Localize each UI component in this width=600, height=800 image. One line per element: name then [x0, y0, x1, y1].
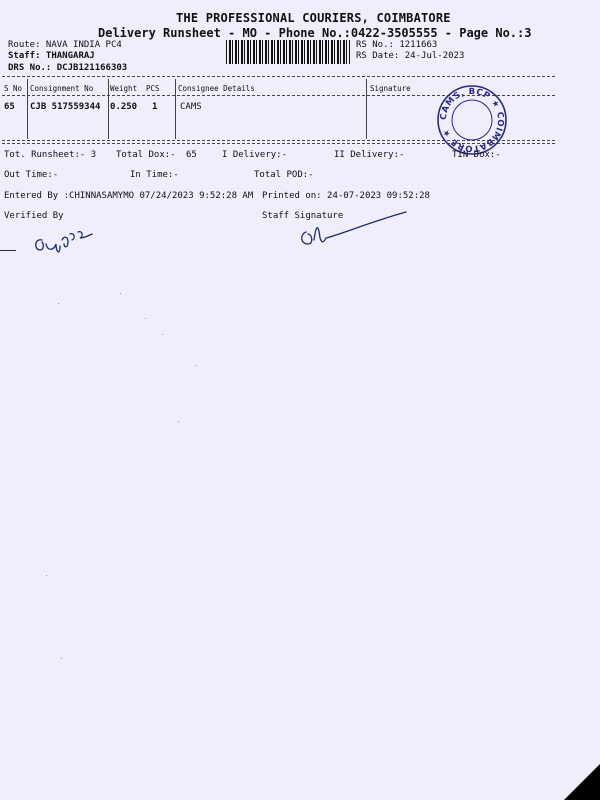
- col-header-weight: Weight: [110, 84, 138, 93]
- total-runsheet: Tot. Runsheet:- 3: [4, 150, 97, 160]
- company-title: THE PROFESSIONAL COURIERS, COIMBATORE: [176, 11, 451, 25]
- row-consignee: CAMS: [180, 102, 202, 112]
- row-sno: 65: [4, 102, 15, 112]
- barcode: [226, 40, 350, 64]
- rs-number: RS No.: 1211663: [356, 40, 438, 50]
- row-consignment: CJB 517559344: [30, 102, 101, 112]
- company-stamp: [436, 84, 508, 156]
- table-col-divider: [27, 79, 28, 139]
- staff-signature-label: Staff Signature: [262, 211, 344, 221]
- tin-dox: TIN Dox:-: [452, 150, 501, 160]
- table-col-divider: [366, 79, 367, 139]
- verifier-handwritten-signature: [26, 222, 106, 262]
- out-time: Out Time:-: [4, 170, 59, 180]
- route-label: Route: NAVA INDIA PC4: [8, 40, 122, 50]
- row-pcs: 1: [152, 102, 158, 112]
- verified-by-label: Verified By: [4, 211, 64, 221]
- total-dox-label: Total Dox:-: [116, 150, 176, 160]
- scan-corner-shadow: [564, 764, 600, 800]
- col-header-sno: S No: [4, 84, 23, 93]
- staff-handwritten-signature: [290, 204, 420, 254]
- stray-pen-mark: [0, 250, 16, 251]
- row-weight: 0.250: [110, 102, 138, 112]
- drs-number: DRS No.: DCJB121166303: [8, 63, 128, 73]
- col-header-consignee: Consignee Details: [178, 84, 255, 93]
- first-delivery: I Delivery:-: [222, 150, 288, 160]
- printed-on: Printed on: 24-07-2023 09:52:28: [262, 191, 430, 201]
- total-pod: Total POD:-: [254, 170, 314, 180]
- runsheet-subtitle: Delivery Runsheet - MO - Phone No.:0422-3505555 - Page No.:3: [98, 26, 532, 40]
- in-time: In Time:-: [130, 170, 179, 180]
- col-header-consignment: Consignment No: [30, 84, 94, 93]
- table-col-divider: [175, 79, 176, 139]
- table-col-divider: [108, 79, 109, 139]
- total-dox-value: 65: [186, 150, 197, 160]
- svg-text:CAMS, BCP ★ COIMBATORE ★: CAMS, BCP ★ COIMBATORE ★: [438, 86, 506, 154]
- staff-label: Staff: THANGARAJ: [8, 51, 95, 61]
- col-header-signature: Signature: [370, 84, 411, 93]
- second-delivery: II Delivery:-: [334, 150, 405, 160]
- table-top-rule: [2, 76, 555, 77]
- entered-by: Entered By :CHINNASAMYMO 07/24/2023 9:52:28 AM: [4, 191, 254, 201]
- col-header-pcs: PCS: [146, 84, 160, 93]
- rs-date: RS Date: 24-Jul-2023: [356, 51, 465, 61]
